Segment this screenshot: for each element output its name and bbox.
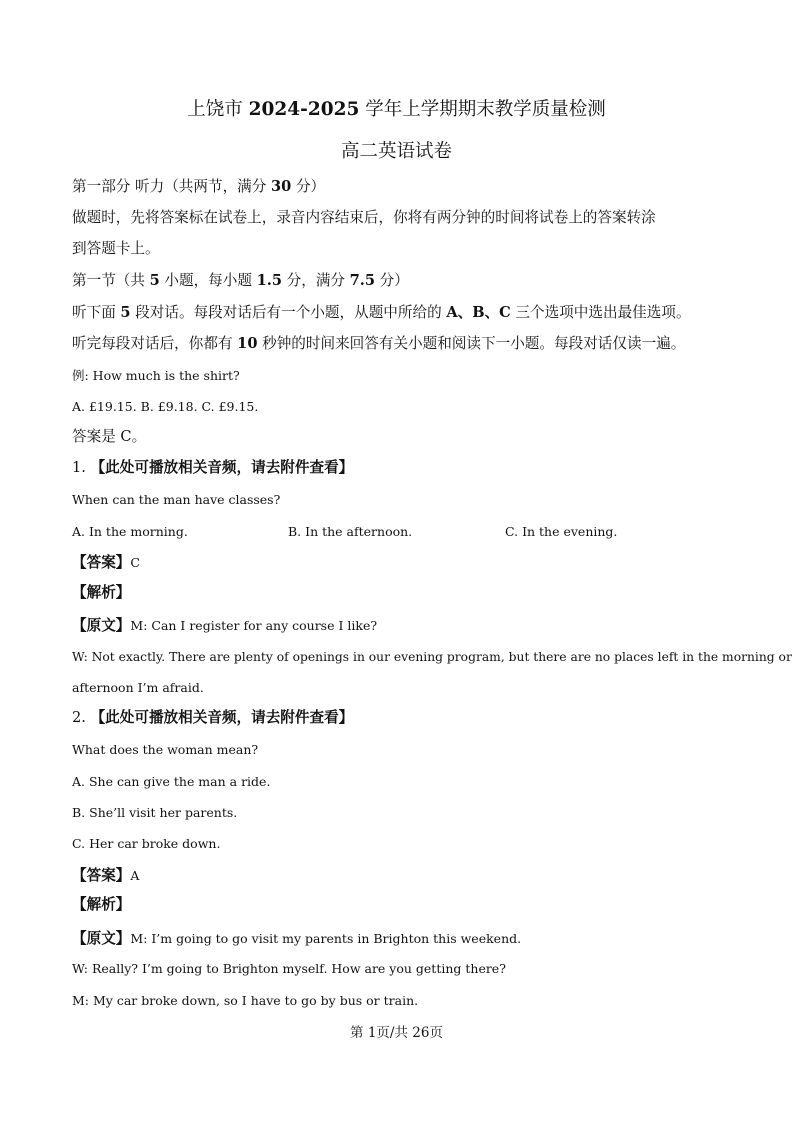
question-1-original-line1: 【原文】M: Can I register for any course I like?	[72, 617, 378, 634]
audio-note: 【此处可播放相关音频，请去附件查看】	[90, 709, 354, 726]
answer-label: 【答案】	[72, 554, 131, 571]
question-1-option-b: B. In the afternoon.	[288, 524, 413, 539]
part1-instruction-line1: 做题时，先将答案标在试卷上，录音内容结束后，你将有两分钟的时间将试卷上的答案转涂	[72, 209, 656, 226]
question-1-header	[72, 459, 353, 477]
question-2-header	[72, 709, 353, 727]
question-2-option-a: A. She can give the man a ride.	[72, 774, 271, 789]
answer-value: A	[130, 868, 140, 883]
audio-note: 【此处可播放相关音频，请去附件查看】	[90, 459, 354, 476]
question-2-answer	[72, 867, 139, 885]
question-1-option-a: A. In the morning.	[72, 524, 188, 539]
example-options: A. £19.15. B. £9.18. C. £9.15.	[72, 399, 259, 414]
section1-heading: 第一节（共 5 小题，每小题 1.5 分，满分 7.5 分）	[72, 272, 409, 289]
page-number: 第 1页/共 26页	[350, 1025, 443, 1041]
question-1-original-line2: W: Not exactly. There are plenty of openings in our evening program, but there are no places left in the morning or	[72, 650, 792, 664]
answer-value: C	[130, 555, 140, 570]
example-answer: 答案是 C。	[72, 428, 147, 445]
question-1-analysis-label: 【解析】	[72, 584, 131, 601]
question-2-option-b: B. She’ll visit her parents.	[72, 805, 238, 820]
question-2-text: What does the woman mean?	[72, 742, 259, 757]
part1-instruction-line2: 到答题卡上。	[72, 240, 160, 257]
answer-label: 【答案】	[72, 867, 131, 884]
question-number: 1.	[72, 459, 91, 476]
question-1-answer	[72, 554, 140, 572]
question-2-original-line2: W: Really? I’m going to Brighton myself. How are you getting there?	[72, 961, 506, 976]
original-label: 【原文】	[72, 930, 131, 947]
question-1-text: When can the man have classes?	[72, 492, 281, 507]
section1-instruction-line2: 听完每段对话后，你都有 10 秒钟的时间来回答有关小题和阅读下一小题。每段对话仅读一遍。	[72, 335, 686, 352]
exam-subtitle: 高二英语试卷	[340, 141, 452, 162]
example-question: 例: How much is the shirt?	[72, 368, 240, 383]
question-2-original-line3: M: My car broke down, so I have to go by bus or train.	[72, 993, 419, 1008]
question-1-original-line3: afternoon I’m afraid.	[72, 680, 204, 695]
exam-title: 上饶市 2024-2025 学年上学期期末教学质量检测	[187, 99, 606, 120]
question-2-option-c: C. Her car broke down.	[72, 836, 221, 851]
question-2-original-line1: 【原文】M: I’m going to go visit my parents in Brighton this weekend.	[72, 930, 522, 947]
part1-heading: 第一部分 听力（共两节，满分 30 分）	[72, 178, 326, 195]
question-number: 2.	[72, 709, 91, 726]
question-2-analysis-label: 【解析】	[72, 896, 131, 913]
question-1-option-c: C. In the evening.	[505, 524, 618, 539]
section1-instruction-line1: 听下面 5 段对话。每段对话后有一个小题，从题中所给的 A、B、C 三个选项中选出最佳选项。	[72, 304, 691, 321]
original-label: 【原文】	[72, 617, 131, 634]
